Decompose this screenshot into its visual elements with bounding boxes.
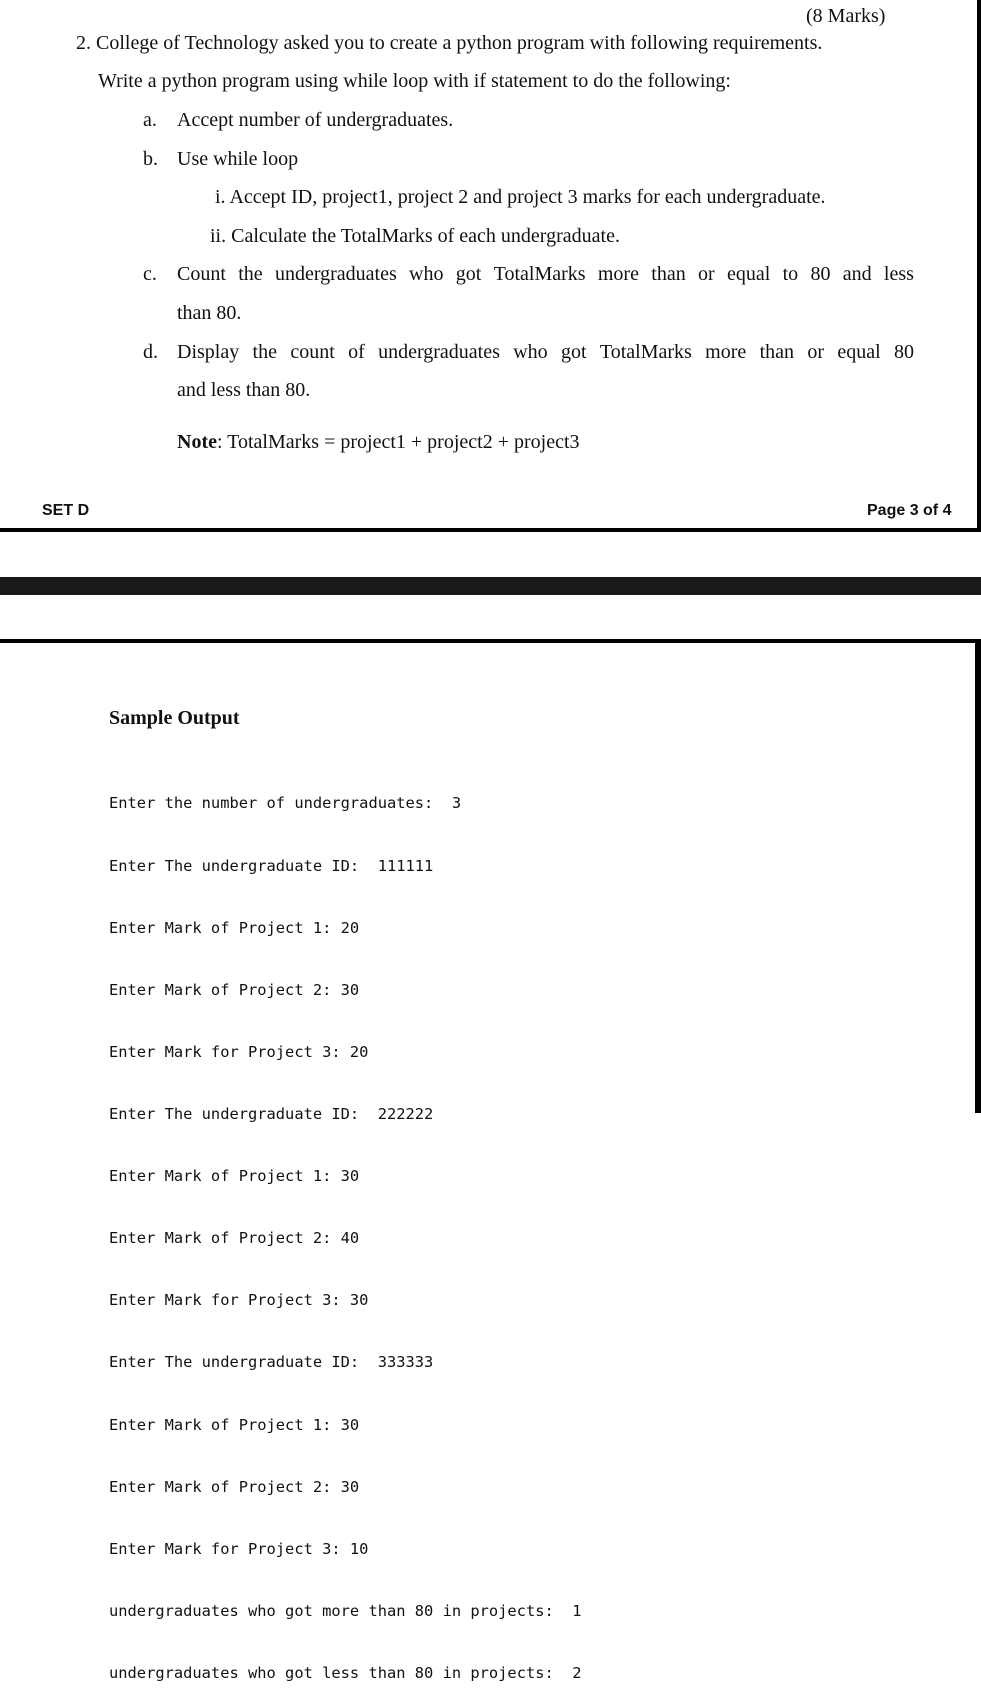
note-label: Note: [177, 431, 217, 453]
subitem-text: Accept ID, project1, project 2 and project 3 marks for each undergraduate.: [229, 186, 826, 208]
console-line: Enter Mark of Project 1: 30: [109, 1415, 360, 1434]
note-text: : TotalMarks = project1 + project2 + project3: [216, 431, 580, 453]
question-number: 2.: [76, 32, 91, 54]
item-label: d.: [143, 341, 158, 363]
console-line: undergraduates who got more than 80 in projects: 1: [109, 1601, 582, 1620]
item-label: c.: [143, 263, 157, 285]
item-text: Accept number of undergraduates.: [177, 109, 454, 131]
question-text: College of Technology asked you to create a python program with following requirements.: [96, 32, 823, 54]
console-line: Enter the number of undergraduates: 3: [109, 794, 462, 813]
sample-output-console: [109, 752, 582, 1704]
subitem-ii: [210, 225, 620, 248]
subitem-i: [215, 186, 826, 209]
marks-label: (8 Marks): [806, 5, 886, 27]
console-line: Enter Mark of Project 2: 40: [109, 1229, 360, 1248]
console-line: Enter The undergraduate ID: 222222: [109, 1104, 434, 1123]
console-line: Enter The undergraduate ID: 111111: [109, 856, 434, 875]
console-line: Enter Mark of Project 1: 30: [109, 1167, 360, 1186]
page-separator: [0, 577, 981, 595]
console-line: Enter Mark of Project 1: 20: [109, 918, 360, 937]
item-text: Use while loop: [177, 148, 299, 170]
note: [177, 431, 580, 454]
sample-output-title: Sample Output: [109, 707, 240, 729]
item-d-line1: Display the count of undergraduates who got TotalMarks more than or equal 80: [177, 341, 914, 363]
question-intro: Write a python program using while loop with if statement to do the following:: [98, 70, 731, 92]
console-line: Enter Mark of Project 2: 30: [109, 1477, 360, 1496]
console-line: Enter Mark for Project 3: 10: [109, 1539, 369, 1558]
subitem-label: i.: [215, 186, 226, 208]
page-number: Page 3 of 4: [867, 502, 952, 519]
console-line: undergraduates who got less than 80 in projects: 2: [109, 1663, 582, 1682]
set-label: SET D: [42, 502, 90, 519]
console-line: Enter Mark for Project 3: 30: [109, 1291, 369, 1310]
item-c-line1: Count the undergraduates who got TotalMarks more than or equal to 80 and less: [177, 263, 914, 285]
question-2: [76, 32, 822, 55]
subitem-text: Calculate the TotalMarks of each undergraduate.: [231, 225, 620, 247]
item-label: a.: [143, 109, 157, 131]
console-line: Enter The undergraduate ID: 333333: [109, 1353, 434, 1372]
console-line: Enter Mark for Project 3: 20: [109, 1042, 369, 1061]
subitem-label: ii.: [210, 225, 227, 247]
item-c-line2: than 80.: [177, 302, 242, 324]
item-d-line2: and less than 80.: [177, 379, 311, 401]
console-line: Enter Mark of Project 2: 30: [109, 980, 360, 999]
item-label: b.: [143, 148, 158, 170]
